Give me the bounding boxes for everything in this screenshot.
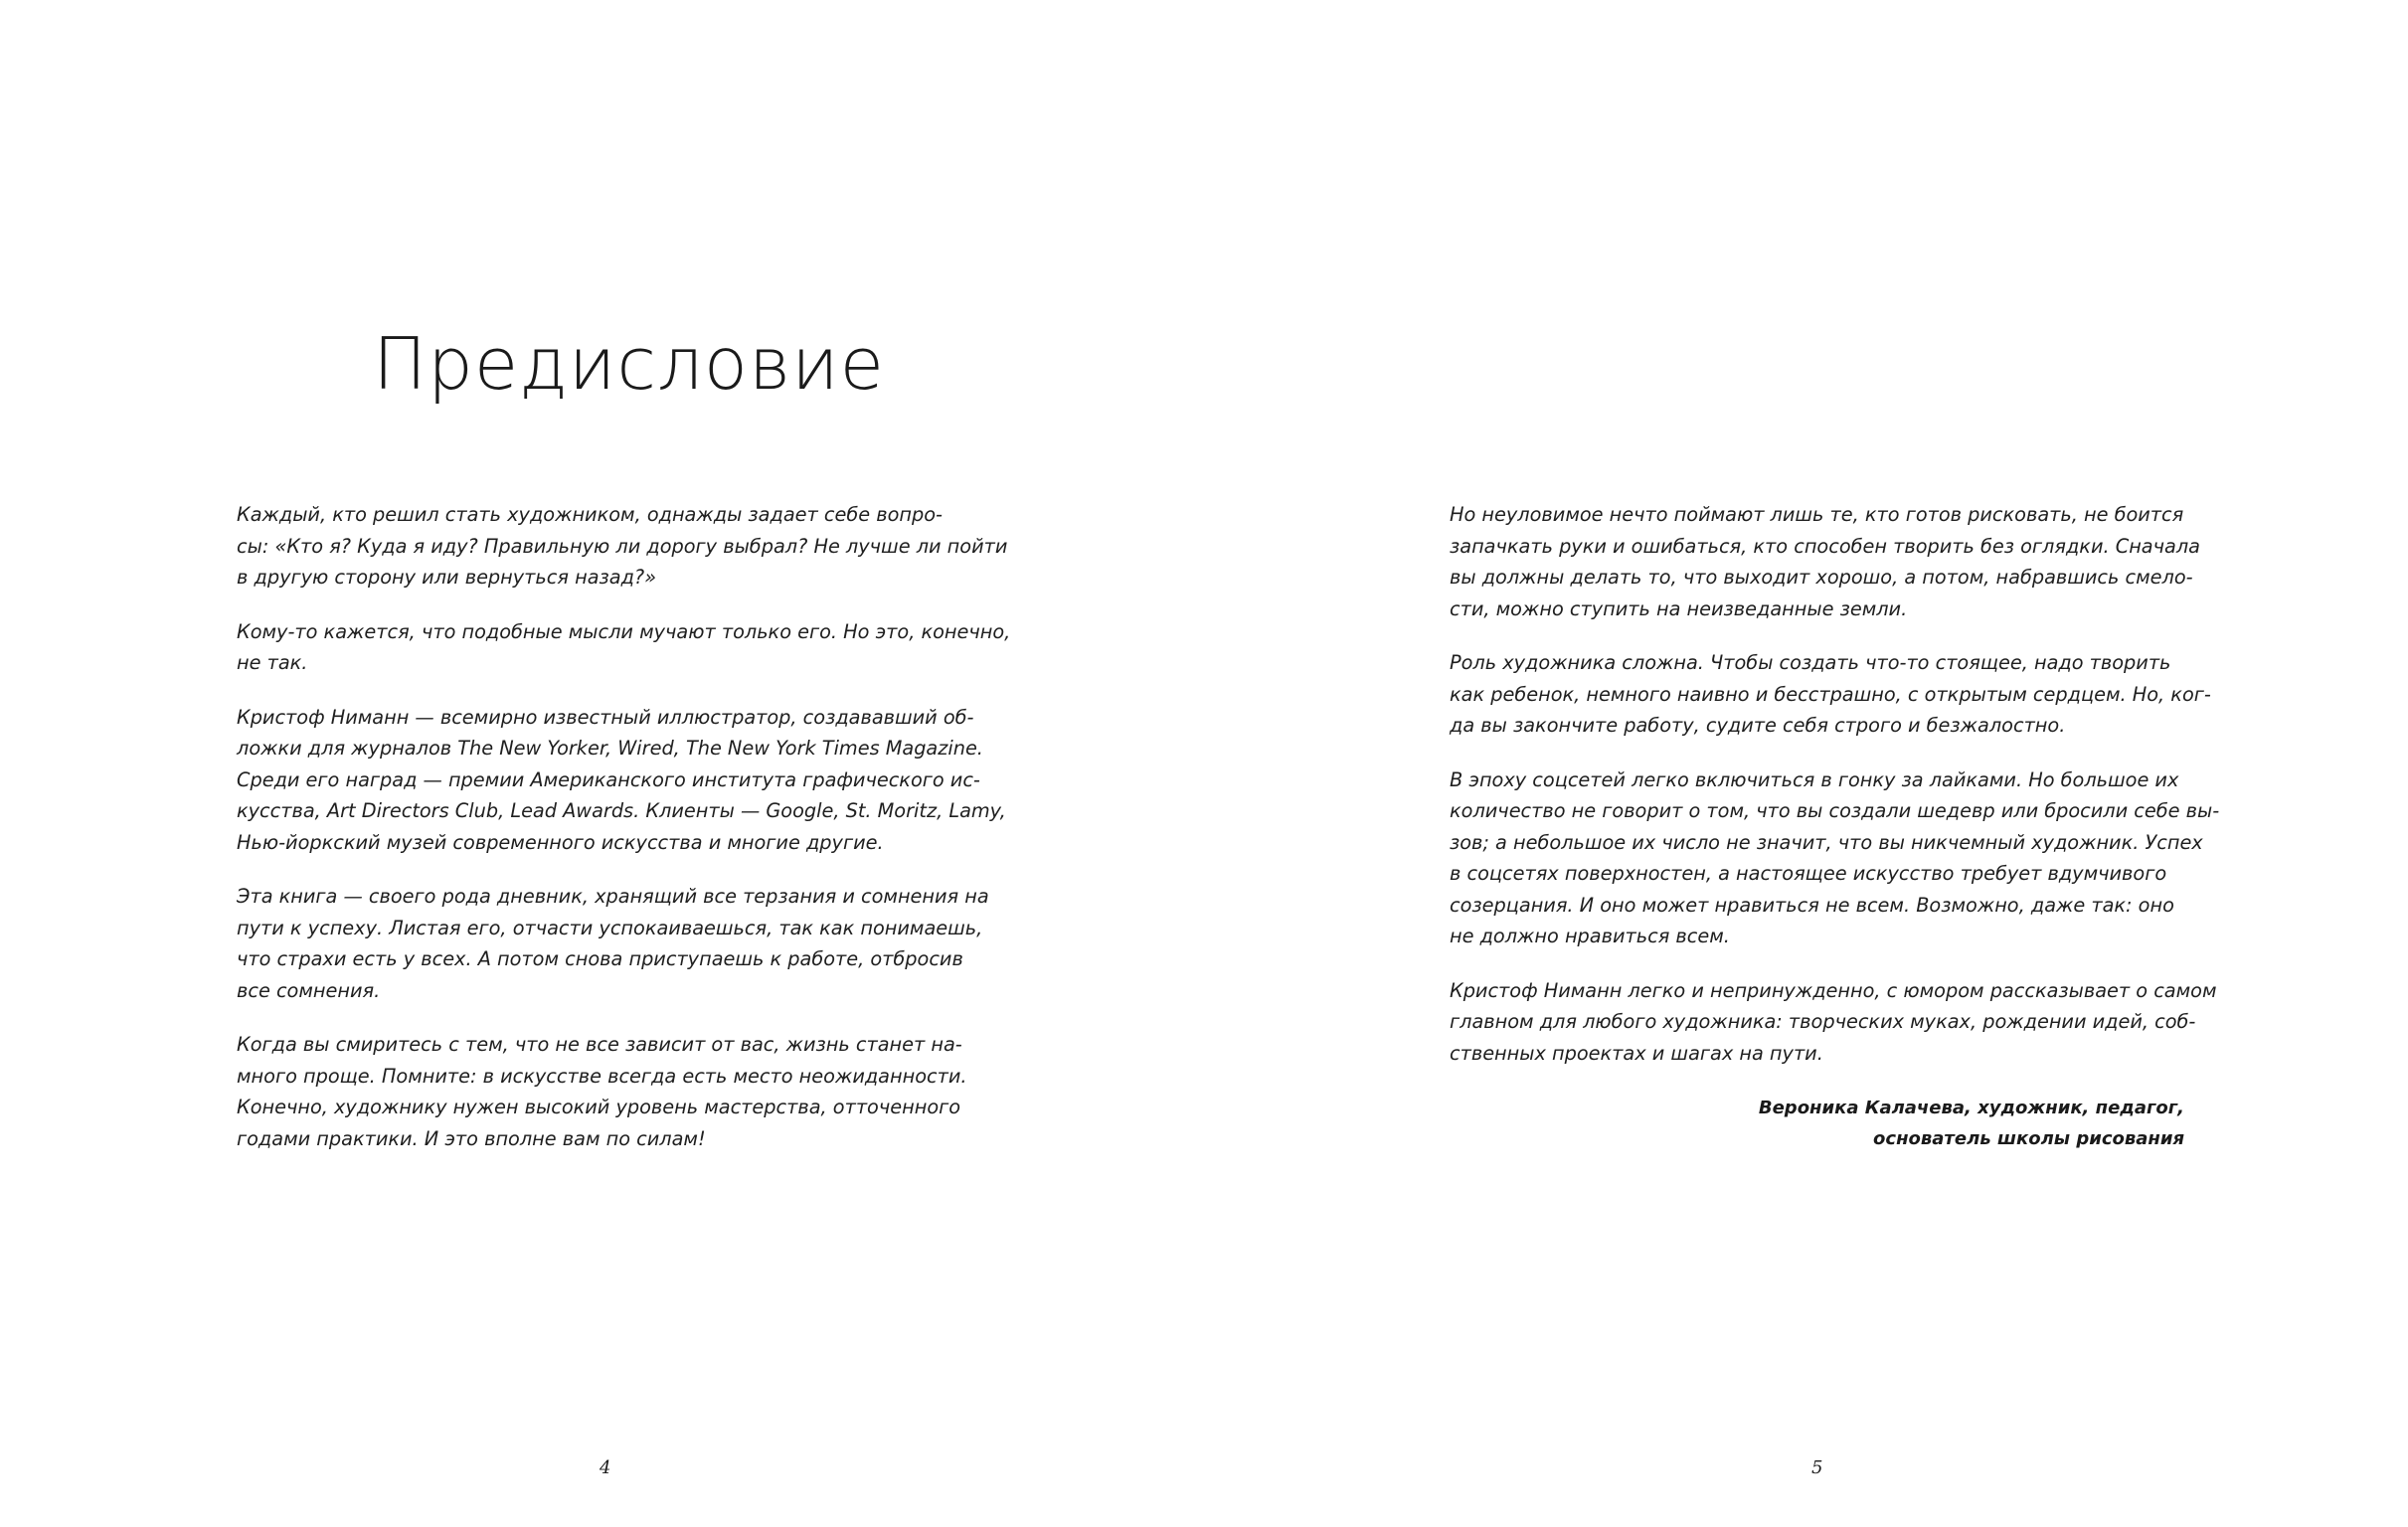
signature-line: основатель школы рисования [1873,1128,2184,1149]
paragraph [237,881,992,1006]
text-line: созерцания. И оно может нравиться не всем. Возможно, даже так: оно [1450,893,2174,917]
left-page-body [237,499,1011,1177]
right-page [1204,0,2408,1527]
text-line: Среди его наград — премии Американского института графического ис- [237,767,980,791]
text-line: не так. [237,651,308,674]
text-line: В эпоху соцсетей легко включиться в гонку за лайками. Но большое их [1450,767,2179,791]
paragraph [1450,764,2220,952]
paragraph [237,616,1011,679]
text-line: вы должны делать то, что выходит хорошо, а потом, набравшись смело- [1450,566,2193,589]
text-line: кусства, Art Directors Club, Lead Awards. Клиенты — Google, St. Moritz, Lamy, [237,799,1006,822]
text-line: Кристоф Ниманн легко и непринужденно, с юмором рассказывает о самом [1450,978,2217,1002]
text-line: сти, можно ступить на неизведанные земли. [1450,596,1908,620]
text-line: Кристоф Ниманн — всемирно известный иллюстратор, создававший об- [237,705,974,729]
paragraph [237,702,1006,859]
text-line: Нью-йоркский музей современного искусства и многие другие. [237,830,884,854]
page-title: Предисловие [373,322,885,406]
signature [1204,1093,2184,1154]
text-line: ложки для журналов The New Yorker, Wired, The New York Times Magazine. [237,737,983,760]
text-line: Когда вы смиритесь с тем, что не все зависит от вас, жизнь станет на- [237,1033,962,1056]
text-line: что страхи есть у всех. А потом снова приступаешь к работе, отбросив [237,947,963,970]
right-page-body [1450,499,2220,1092]
text-line: главном для любого художника: творческих муках, рождении идей, соб- [1450,1010,2196,1033]
signature-line: Вероника Калачева, художник, педагог, [1758,1098,2184,1118]
paragraph [1450,499,2205,624]
text-line: Но неуловимое нечто поймают лишь те, кто готов рисковать, не боится [1450,503,2184,526]
text-line: пути к успеху. Листая его, отчасти успокаиваешься, так как понимаешь, [237,916,983,939]
text-line: годами практики. И это вполне вам по силам! [237,1126,706,1150]
text-line: не должно нравиться всем. [1450,925,1730,947]
text-line: запачкать руки и ошибаться, кто способен творить без оглядки. Сначала [1450,534,2200,558]
text-line: Каждый, кто решил стать художником, однажды задает себе вопро- [237,503,943,526]
text-line: да вы закончите работу, судите себя строго и безжалостно. [1450,714,2066,737]
text-line: количество не говорит о том, что вы создали шедевр или бросили себе вы- [1450,799,2220,822]
text-line: много проще. Помните: в искусстве всегда есть место неожиданности. [237,1064,967,1088]
text-line: Кому-то кажется, что подобные мысли мучают только его. Но это, конечно, [237,619,1011,643]
text-line: все сомнения. [237,978,381,1002]
text-line: ственных проектах и шагах на пути. [1450,1041,1823,1065]
page-number: 4 [600,1457,611,1478]
text-line: Конечно, художнику нужен высокий уровень мастерства, отточенного [237,1096,961,1118]
page-number: 5 [1811,1457,1823,1478]
text-line: сы: «Кто я? Куда я иду? Правильную ли дорогу выбрал? Не лучше ли пойти [237,534,1008,558]
paragraph [1450,975,2217,1070]
text-line: в соцсетях поверхностен, а настоящее искусство требует вдумчивого [1450,862,2167,885]
text-line: зов; а небольшое их число не значит, что вы никчемный художник. Успех [1450,830,2203,854]
text-line: в другую сторону или вернуться назад?» [237,566,657,589]
paragraph [237,1029,992,1154]
text-line: Эта книга — своего рода дневник, хранящий все терзания и сомнения на [237,885,989,908]
text-line: как ребенок, немного наивно и бесстрашно, с открытым сердцем. Но, ког- [1450,682,2211,706]
text-line: Роль художника сложна. Чтобы создать что-то стоящее, надо творить [1450,651,2171,674]
paragraph [237,499,1008,594]
paragraph [1450,647,2211,742]
